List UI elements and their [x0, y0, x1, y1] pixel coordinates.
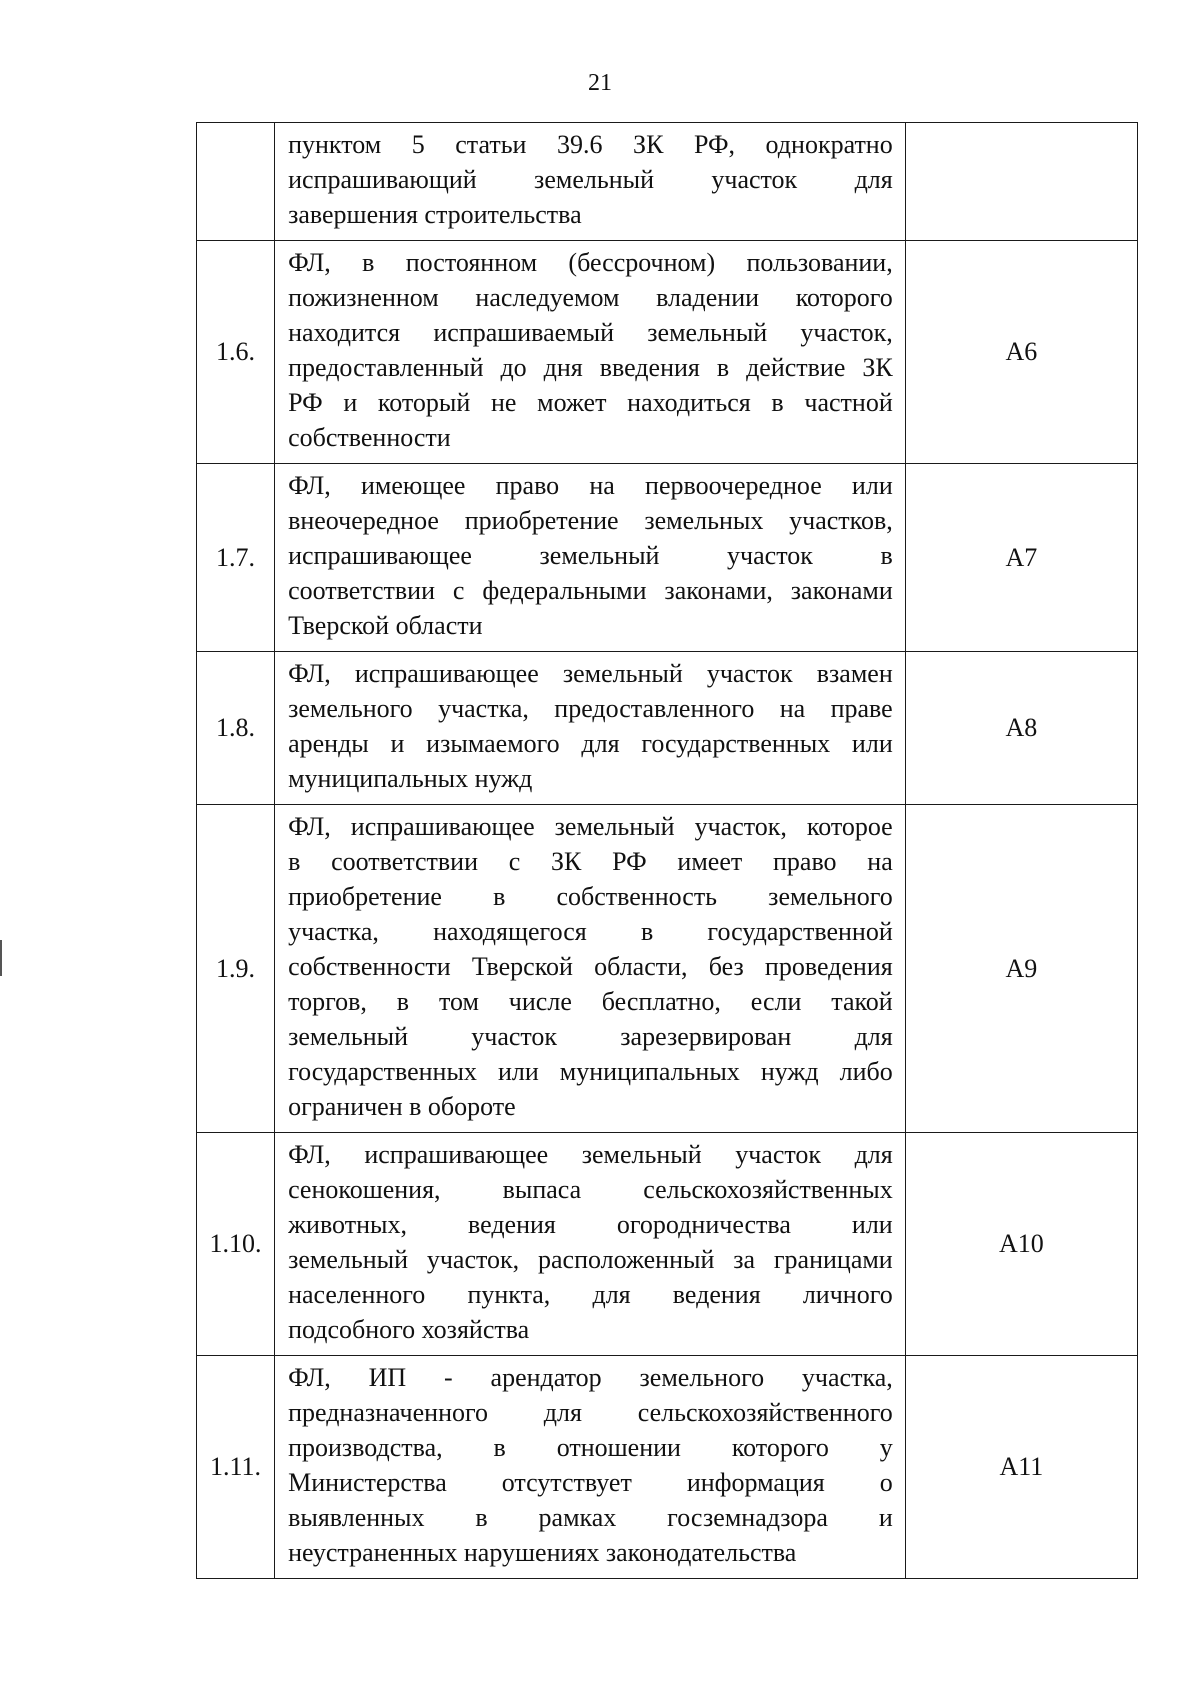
row-number-cell: 1.10.	[197, 1133, 275, 1356]
code-cell: А7	[905, 464, 1137, 652]
description-line: ФЛ, испрашивающее земельный участок, которое	[288, 812, 893, 841]
description-line: населенного пункта, для ведения личного	[288, 1280, 893, 1309]
description-cell	[275, 1133, 906, 1356]
row-number-cell: 1.9.	[197, 805, 275, 1133]
description-line: пожизненном наследуемом владении которого	[288, 283, 893, 312]
description-line: государственных или муниципальных нужд либо	[288, 1057, 893, 1086]
description-line: ФЛ, испрашивающее земельный участок для	[288, 1140, 893, 1169]
table-row	[197, 123, 1138, 241]
row-number-cell: 1.7.	[197, 464, 275, 652]
description-line: животных, ведения огородничества или	[288, 1210, 893, 1239]
description-line: завершения строительства	[288, 200, 582, 229]
description-line: муниципальных нужд	[288, 764, 533, 793]
description-line: предназначенного для сельскохозяйственного	[288, 1398, 893, 1427]
description-line: собственности Тверской области, без проведения	[288, 952, 893, 981]
description-line: соответствии с федеральными законами, законами	[288, 576, 893, 605]
table-row	[197, 1356, 1138, 1579]
row-number-cell: 1.6.	[197, 241, 275, 464]
description-cell	[275, 241, 906, 464]
description-line: ограничен в обороте	[288, 1092, 516, 1121]
code-cell: А6	[905, 241, 1137, 464]
row-number-cell: 1.8.	[197, 652, 275, 805]
description-cell	[275, 1356, 906, 1579]
description-line: ФЛ, имеющее право на первоочередное или	[288, 471, 893, 500]
code-cell: А8	[905, 652, 1137, 805]
table-row	[197, 1133, 1138, 1356]
description-line: участка, находящегося в государственной	[288, 917, 893, 946]
description-line: неустраненных нарушениях законодательства	[288, 1538, 797, 1567]
description-line: РФ и который не может находиться в частной	[288, 388, 893, 417]
description-line: находится испрашиваемый земельный участок,	[288, 318, 893, 347]
description-line: приобретение в собственность земельного	[288, 882, 893, 911]
description-line: испрашивающее земельный участок в	[288, 541, 893, 570]
table-row	[197, 652, 1138, 805]
description-line: земельного участка, предоставленного на праве	[288, 694, 893, 723]
description-cell	[275, 123, 906, 241]
description-line: внеочередное приобретение земельных участков,	[288, 506, 893, 535]
description-line: аренды и изымаемого для государственных или	[288, 729, 893, 758]
description-cell	[275, 805, 906, 1133]
page-number: 21	[588, 70, 612, 96]
description-line: торгов, в том числе бесплатно, если такой	[288, 987, 893, 1016]
description-line: подсобного хозяйства	[288, 1315, 530, 1344]
code-cell: А10	[905, 1133, 1137, 1356]
table-body	[197, 123, 1138, 1579]
code-cell: А9	[905, 805, 1137, 1133]
description-line: Тверской области	[288, 611, 483, 640]
description-line: сенокошения, выпаса сельскохозяйственных	[288, 1175, 893, 1204]
row-number-cell: 1.11.	[197, 1356, 275, 1579]
description-line: предоставленный до дня введения в действие ЗК	[288, 353, 893, 382]
description-line: земельный участок зарезервирован для	[288, 1022, 893, 1051]
table-row	[197, 805, 1138, 1133]
left-margin-mark	[0, 940, 2, 976]
description-line: ФЛ, испрашивающее земельный участок взамен	[288, 659, 893, 688]
description-line: производства, в отношении которого у	[288, 1433, 893, 1462]
row-number-cell	[197, 123, 275, 241]
table-row	[197, 241, 1138, 464]
document-table	[196, 122, 1138, 1579]
description-line: испрашивающий земельный участок для	[288, 165, 893, 194]
description-cell	[275, 652, 906, 805]
code-cell: А11	[905, 1356, 1137, 1579]
code-cell	[905, 123, 1137, 241]
description-line: собственности	[288, 423, 451, 452]
description-line: ФЛ, в постоянном (бессрочном) пользовании,	[288, 248, 893, 277]
description-line: земельный участок, расположенный за границами	[288, 1245, 893, 1274]
table-row	[197, 464, 1138, 652]
description-line: Министерства отсутствует информация о	[288, 1468, 893, 1497]
description-line: пунктом 5 статьи 39.6 ЗК РФ, однократно	[288, 130, 893, 159]
description-line: ФЛ, ИП - арендатор земельного участка,	[288, 1363, 893, 1392]
description-cell	[275, 464, 906, 652]
description-line: выявленных в рамках госземнадзора и	[288, 1503, 893, 1532]
description-line: в соответствии с ЗК РФ имеет право на	[288, 847, 893, 876]
